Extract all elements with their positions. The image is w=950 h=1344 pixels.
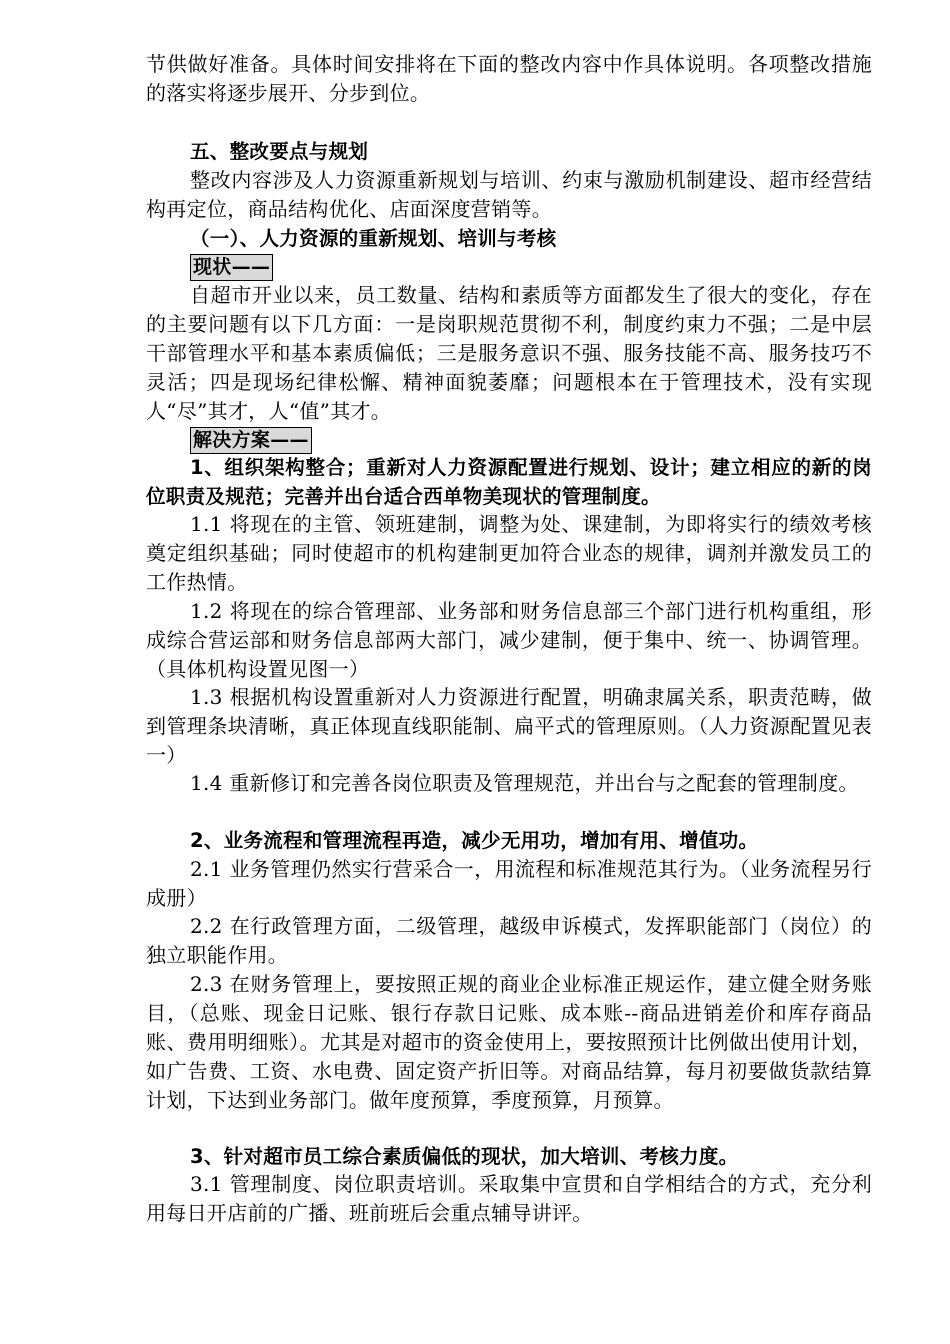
item-1-4: 1.4 重新修订和完善各岗位职责及管理规范，并出台与之配套的管理制度。 [190, 771, 859, 795]
subsection-one-heading: （一）、人力资源的重新规划、培训与考核 [190, 227, 557, 250]
solution-label: 解决方案—— [190, 427, 312, 454]
item-2-1: 2.1 业务管理仍然实行营采合一，用流程和标准规范其行为。（业务流程另行成册） [146, 857, 872, 910]
section-five-paragraph: 整改内容涉及人力资源重新规划与培训、约束与激励机制建设、超市经营结构再定位，商品结构优化、店面深度营销等。 [146, 168, 872, 221]
status-paragraph: 自超市开业以来，员工数量、结构和素质等方面都发生了很大的变化，存在的主要问题有以下几方面：一是岗职规范贯彻不利，制度约束力不强；二是中层干部管理水平和基本素质偏低；三是服务意识不强、服务技能不高、服务技巧不灵活；四是现场纪律松懈、精神面貌萎靡；问题根本在于管理技术，没有实现人“尽”其才，人“值”其才。 [146, 283, 872, 423]
item-1-2: 1.2 将现在的综合管理部、业务部和财务信息部三个部门进行机构重组，形成综合营运部和财务信息部两大部门，减少建制，便于集中、统一、协调管理。（具体机构设置见图一） [146, 599, 872, 681]
item-1-heading: 1、组织架构整合；重新对人力资源配置进行规划、设计；建立相应的新的岗位职责及规范；完善并出台适合西单物美现状的管理制度。 [146, 456, 872, 508]
status-label: 现状—— [190, 254, 273, 281]
status-label-line [146, 252, 872, 281]
item-2-heading: 2、业务流程和管理流程再造，减少无用功，增加有用、增值功。 [190, 829, 759, 852]
solution-label-line [146, 425, 872, 454]
item-3-heading: 3、针对超市员工综合素质偏低的现状，加大培训、考核力度。 [190, 1145, 739, 1168]
intro-paragraph: 节供做好准备。具体时间安排将在下面的整改内容中作具体说明。各项整改措施的落实将逐步展开、分步到位。 [146, 52, 872, 105]
section-five-heading: 五、整改要点与规划 [190, 140, 369, 163]
item-2-3: 2.3 在财务管理上，要按照正规的商业企业标准正规运作，建立健全财务账目，（总账、现金日记账、银行存款日记账、成本账--商品进销差价和库存商品账、费用明细账）。尤其是对超市的资金使用上，要按照预计比例做出使用计划，如广告费、工资、水电费、固定资产折旧等。对商品结算，每月初要做货款结算计划，下达到业务部门。做年度预算，季度预算，月预算。 [146, 972, 872, 1112]
item-2-2: 2.2 在行政管理方面，二级管理，越级申诉模式，发挥职能部门（岗位）的独立职能作用。 [146, 914, 872, 967]
item-3-1: 3.1 管理制度、岗位职责培训。采取集中宣贯和自学相结合的方式，充分利用每日开店前的广播、班前班后会重点辅导讲评。 [146, 1172, 872, 1225]
item-1-3: 1.3 根据机构设置重新对人力资源进行配置，明确隶属关系，职责范畴，做到管理条块清晰，真正体现直线职能制、扁平式的管理原则。（人力资源配置见表一） [146, 685, 872, 767]
item-1-1: 1.1 将现在的主管、领班建制，调整为处、课建制，为即将实行的绩效考核奠定组织基础；同时使超市的机构建制更加符合业态的规律，调剂并激发员工的工作热情。 [146, 512, 872, 594]
